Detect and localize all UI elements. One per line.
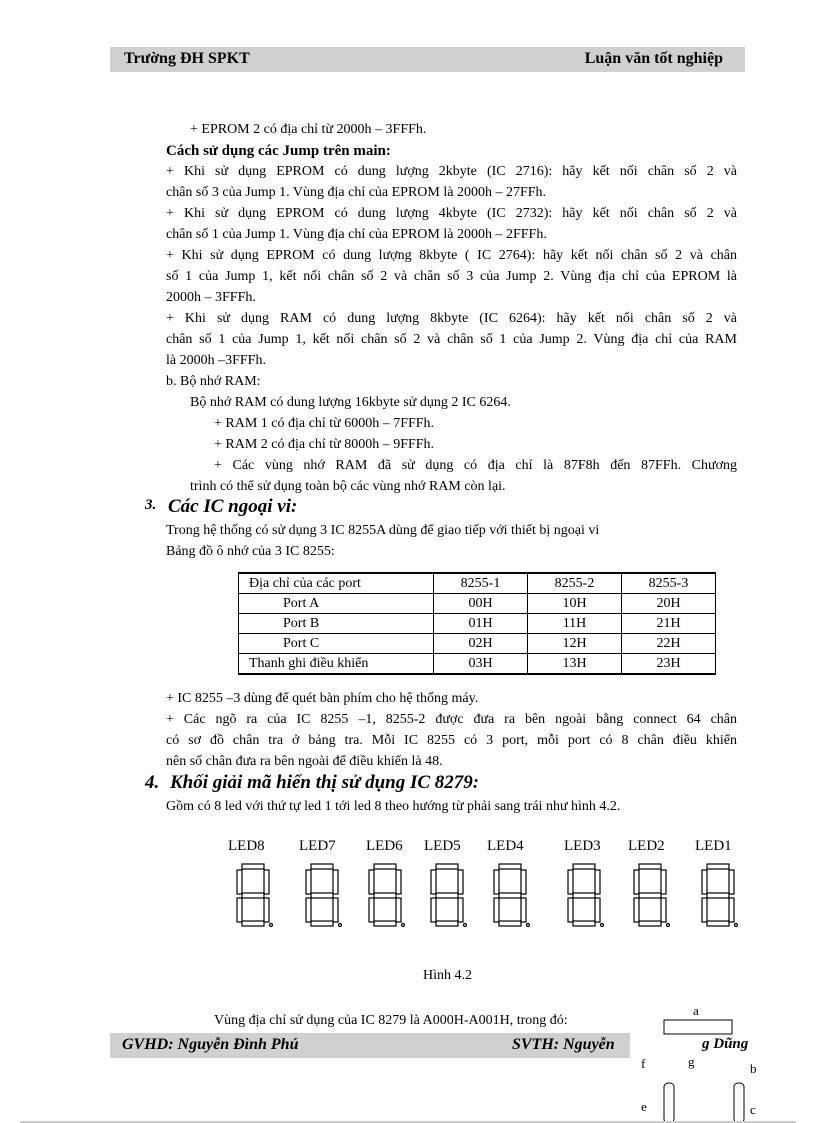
table-cell: 02H — [434, 634, 528, 654]
note-keyboard: + IC 8255 –3 dùng để quét bàn phím cho hệ thống máy. — [166, 691, 479, 706]
addr-desc: Vùng địa chỉ sử dụng của IC 8279 là A000H-A001H, trong đó: — [214, 1013, 568, 1028]
table-cell: 20H — [622, 594, 716, 614]
seven-segment-digit — [632, 862, 670, 928]
table-cell: Port A — [239, 594, 434, 614]
segment-label-g: g — [688, 1054, 695, 1069]
segment-diagram — [636, 1003, 760, 1123]
jump1-line1: + Khi sử dụng EPROM có dung lượng 2kbyte (IC 2716): hãy kết nối chân số 2 và — [166, 164, 737, 179]
segment-label-e: e — [641, 1099, 647, 1114]
ram1-line: + RAM 1 có địa chỉ từ 6000h – 7FFFh. — [214, 416, 435, 431]
led-label: LED7 — [299, 838, 336, 854]
jump2-line1: + Khi sử dụng EPROM có dung lượng 4kbyte (IC 2732): hãy kết nối chân số 2 và — [166, 206, 737, 221]
ram-used-line1: + Các vùng nhớ RAM đã sử dụng có địa chỉ là 87F8h đến 87FFh. Chương — [214, 458, 737, 473]
led-label: LED3 — [564, 838, 601, 854]
ic-intro: Trong hệ thống có sử dụng 3 IC 8255A dùng để giao tiếp với thiết bị ngoại vi — [166, 523, 600, 538]
page-footer — [110, 1033, 630, 1058]
ram2-line: + RAM 2 có địa chỉ từ 8000h – 9FFFh. — [214, 437, 435, 452]
seven-segment-digit — [700, 862, 738, 928]
jump2-line2: chân số 1 của Jump 1. Vùng địa chỉ của EPROM là 2000h – 2FFFh. — [166, 227, 547, 242]
header-doc-type: Luận văn tốt nghiệp — [584, 50, 723, 67]
led-label: LED1 — [695, 838, 732, 854]
ram-title: b. Bộ nhớ RAM: — [166, 374, 261, 389]
seven-segment-digit — [367, 862, 405, 928]
table-cell: Port B — [239, 614, 434, 634]
jump3-line2: số 1 của Jump 1, kết nối chân số 2 và chân số 3 của Jump 2. Vùng địa chỉ của EPROM là — [166, 269, 737, 284]
seven-segment-digit — [566, 862, 604, 928]
segment-label-b: b — [750, 1061, 757, 1076]
table-cell: 03H — [434, 654, 528, 675]
note-connect-line2: có sơ đồ chân tra ở bảng tra. Mỗi IC 8255 có 3 port, mỗi port có 8 chân điều khiển — [166, 733, 737, 748]
table-header-cell: 8255-2 — [528, 573, 622, 594]
section3-title: Các IC ngoại vi: — [168, 496, 298, 517]
table-cell: Thanh ghi điều khiển — [239, 654, 434, 675]
section3-number: 3. — [145, 497, 157, 513]
table-header-row — [239, 573, 716, 594]
segment-label-f: f — [641, 1056, 646, 1071]
table-cell: 10H — [528, 594, 622, 614]
table-cell: Port C — [239, 634, 434, 654]
jump-title: Cách sử dụng các Jump trên main: — [166, 143, 391, 159]
ic-map-caption: Bảng đồ ô nhớ của 3 IC 8255: — [166, 544, 335, 559]
port-address-table — [238, 572, 716, 675]
table-header-cell: 8255-1 — [434, 573, 528, 594]
table-header-cell: 8255-3 — [622, 573, 716, 594]
jump3-line3: 2000h – 3FFFh. — [166, 290, 256, 305]
table-row — [239, 594, 716, 614]
ram-used-line2: trình có thể sử dụng toàn bộ các vùng nhớ RAM còn lại. — [190, 479, 506, 494]
jump4-line2: chân số 1 của Jump 1, kết nối chân số 2 và chân số 1 của Jump 2. Vùng địa chỉ của RAM — [166, 332, 737, 347]
table-row — [239, 654, 716, 675]
table-cell: 11H — [528, 614, 622, 634]
led-label: LED4 — [487, 838, 524, 854]
section4-title: Khối giải mã hiển thị sử dụng IC 8279: — [170, 772, 480, 793]
table-cell: 21H — [622, 614, 716, 634]
header-school: Trường ĐH SPKT — [124, 50, 250, 67]
note-connect-line1: + Các ngõ ra của IC 8255 –1, 8255-2 được đưa ra bên ngoài bằng connect 64 chân — [166, 712, 737, 727]
note-connect-line3: nên số chân đưa ra bên ngoài để điều khiển là 48. — [166, 754, 443, 769]
led-label: LED2 — [628, 838, 665, 854]
footer-student: SVTH: Nguyễn — [512, 1036, 615, 1053]
table-cell: 00H — [434, 594, 528, 614]
table-row — [239, 634, 716, 654]
table-cell: 23H — [622, 654, 716, 675]
table-cell: 13H — [528, 654, 622, 675]
jump4-line1: + Khi sử dụng RAM có dung lượng 8kbyte (IC 6264): hãy kết nối chân số 2 và — [166, 311, 737, 326]
segment-label-c: c — [750, 1102, 756, 1117]
page-header — [110, 47, 745, 72]
seven-segment-digit — [304, 862, 342, 928]
jump1-line2: chân số 3 của Jump 1. Vùng địa chỉ của EPROM là 2000h – 27FFh. — [166, 185, 547, 200]
led-label: LED5 — [424, 838, 461, 854]
table-row — [239, 614, 716, 634]
footer-advisor: GVHD: Nguyễn Đình Phú — [122, 1036, 299, 1053]
led-label: LED6 — [366, 838, 403, 854]
table-cell: 01H — [434, 614, 528, 634]
table-cell: 22H — [622, 634, 716, 654]
eprom2-line: + EPROM 2 có địa chỉ từ 2000h – 3FFFh. — [190, 122, 427, 137]
seven-segment-digit — [235, 862, 273, 928]
jump4-line3: là 2000h –3FFFh. — [166, 353, 266, 368]
jump3-line1: + Khi sử dụng EPROM có dung lượng 8kbyte ( IC 2764): hãy kết nối chân số 2 và chân — [166, 248, 737, 263]
seven-segment-digit — [429, 862, 467, 928]
section4-number: 4. — [145, 772, 160, 793]
seven-segment-digit — [492, 862, 530, 928]
led-label: LED8 — [228, 838, 265, 854]
segment-label-a: a — [693, 1003, 699, 1018]
figure-caption: Hình 4.2 — [423, 968, 472, 983]
table-header-cell: Địa chỉ của các port — [239, 573, 434, 594]
table-cell: 12H — [528, 634, 622, 654]
footer-student-tail: g Dũng — [702, 1036, 749, 1052]
segment-outline — [636, 1003, 760, 1123]
ram-desc: Bộ nhớ RAM có dung lượng 16kbyte sử dụng 2 IC 6264. — [190, 395, 511, 410]
led-order-desc: Gồm có 8 led với thứ tự led 1 tới led 8 theo hướng từ phải sang trái như hình 4.2. — [166, 799, 621, 814]
